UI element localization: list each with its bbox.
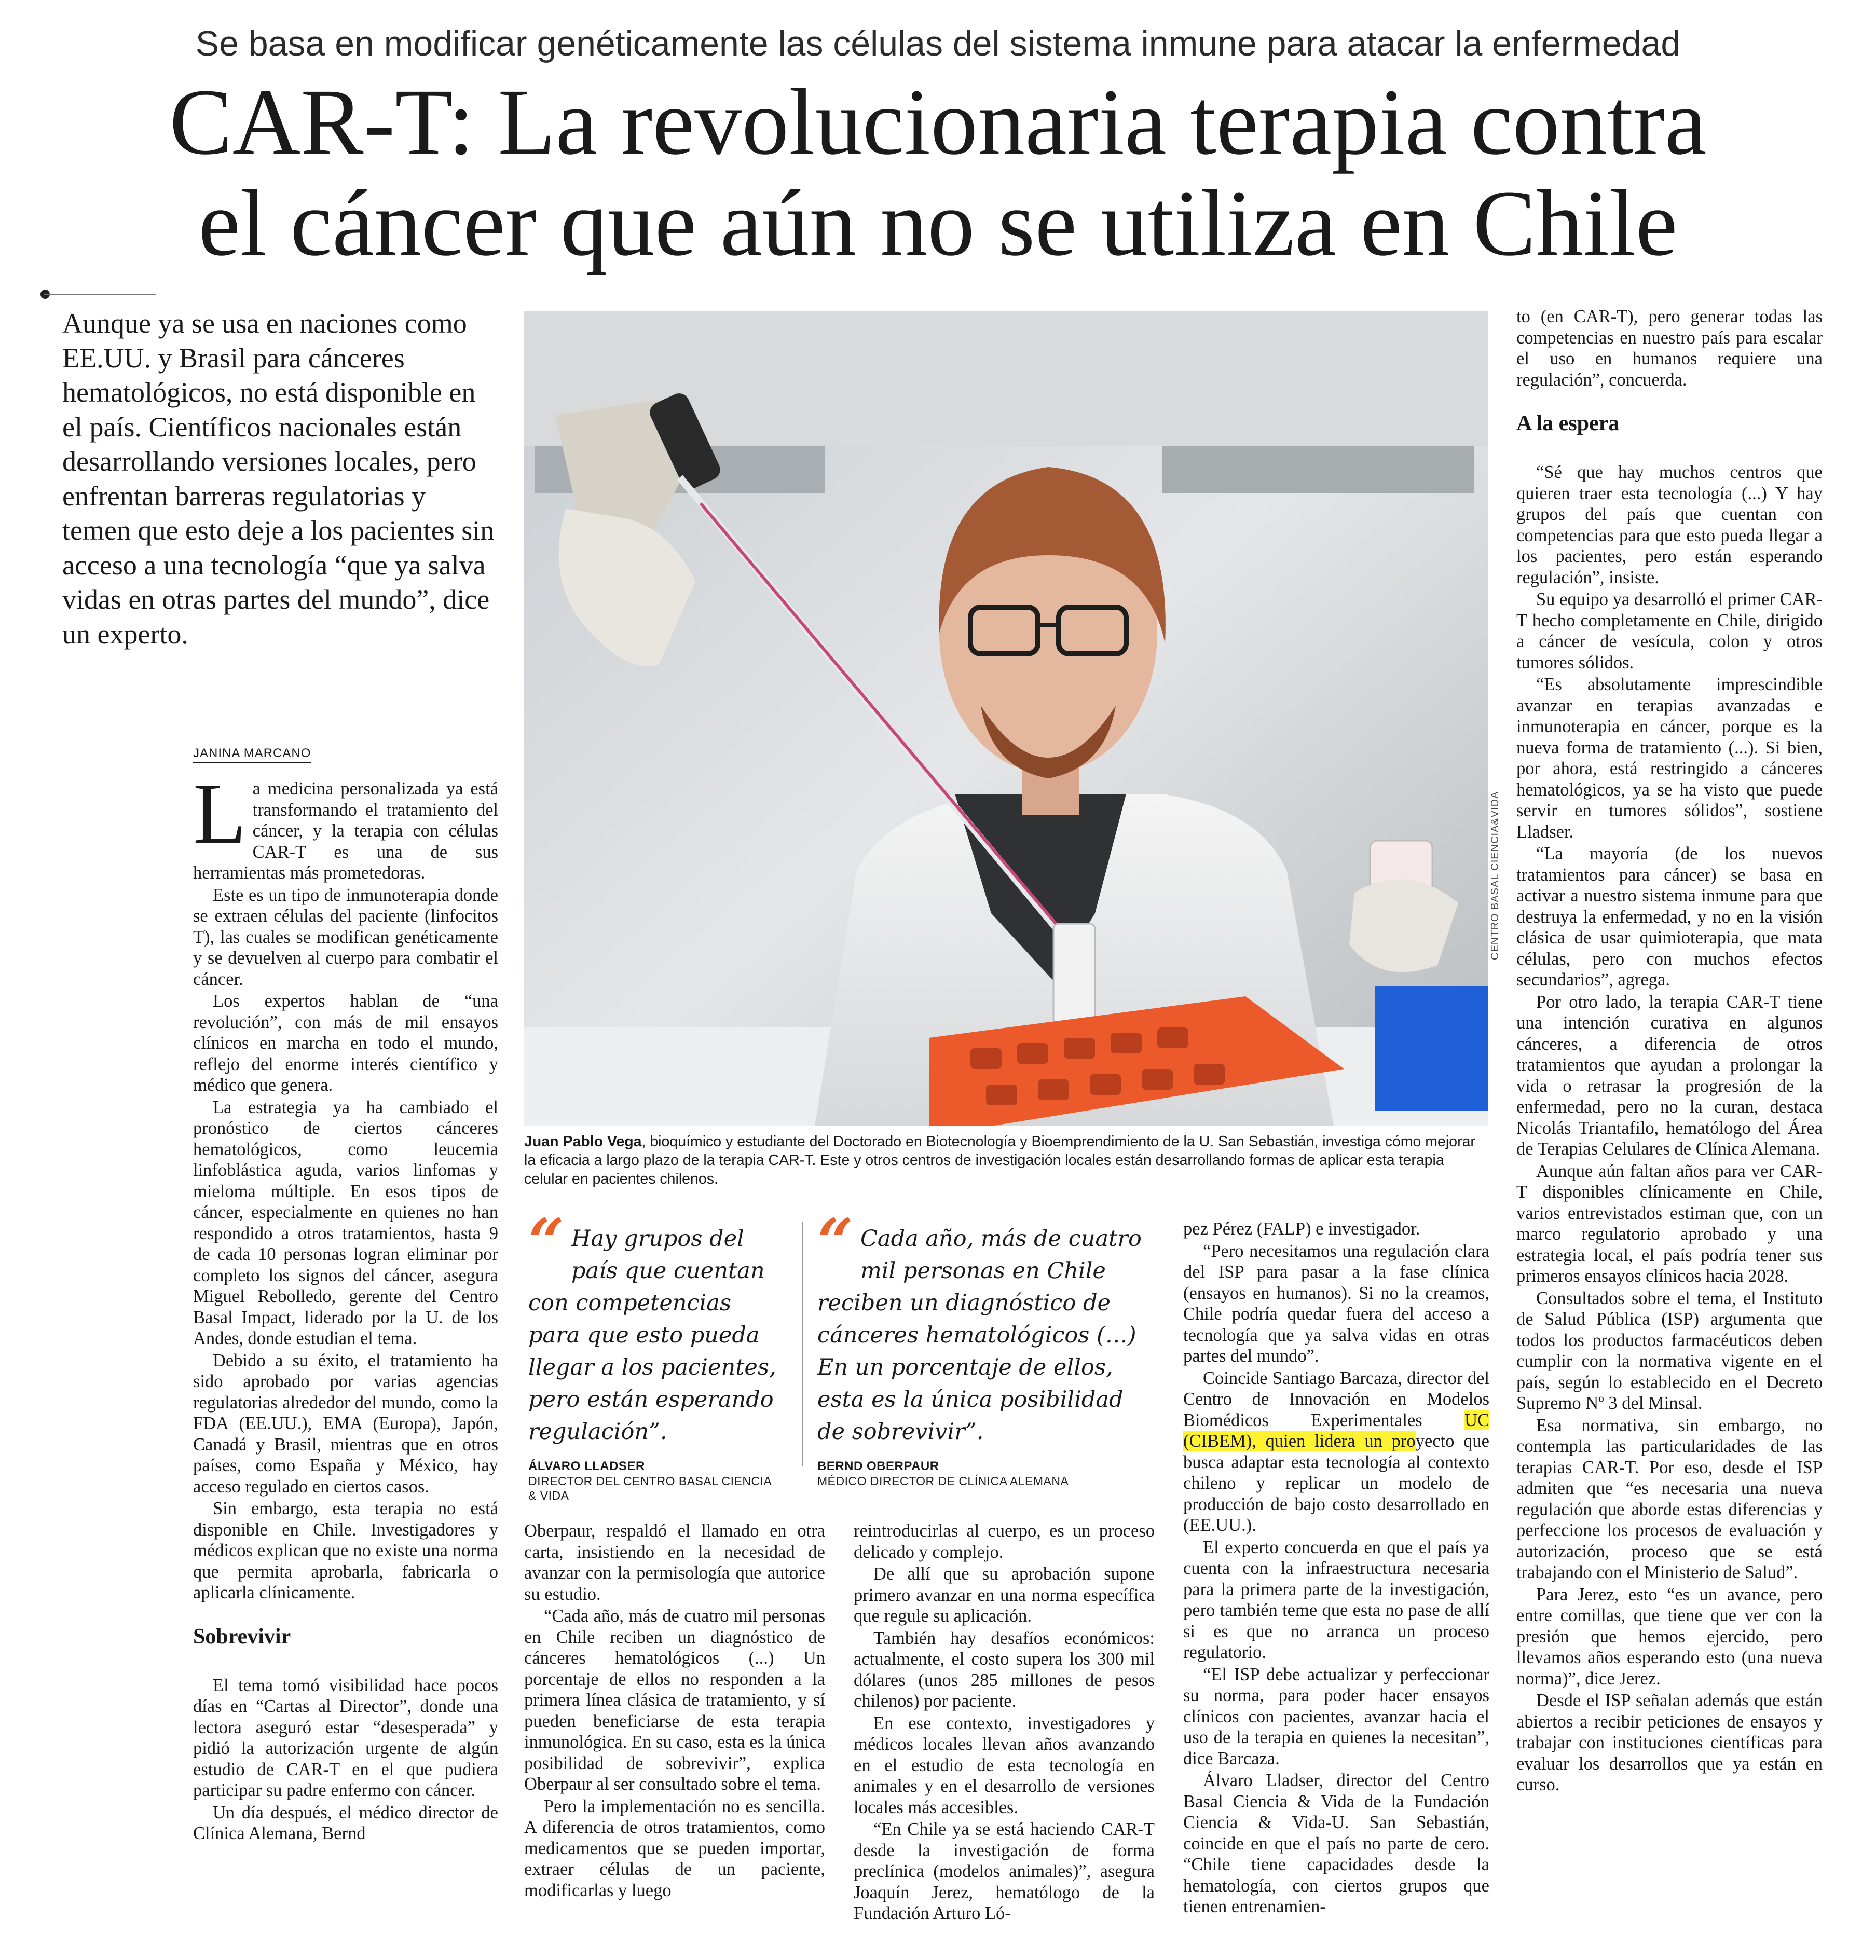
paragraph (193, 765, 498, 884)
photo-illustration (524, 311, 1488, 1126)
drop-cap: L (193, 765, 247, 862)
quote-mark-icon: “ (817, 1205, 854, 1278)
highlighted-text: UC (CIBEM), quien lidera un pro (1183, 1410, 1489, 1451)
paragraph: Un día después, el médico director de Clínica Alemana, Bernd (193, 1802, 498, 1843)
article-column-2 (524, 1520, 825, 1902)
article-column-4 (1183, 1218, 1489, 1918)
paragraph: “Sé que hay muchos centros que quieren traer esta tecnología (...) Y hay grupos del país que cuentan con competencias para que esto pueda llegar a los pacientes, pero están esperando regulación”, insiste. (1516, 462, 1823, 587)
paragraph: El tema tomó visibilidad hace pocos días en “Cartas al Director”, donde una lectora aseguró estar “desesperada” y pidió la autorización urgente de algún estudio de CAR-T en el que pudiera participar su padre enfermo con cáncer. (193, 1675, 498, 1800)
lead-paragraph: Aunque ya se usa en naciones como EE.UU. y Brasil para cánceres hematológicos, no está disponible en el país. Científicos nacionales están desarrollando versiones locales, pero enfrentan barreras regulatorias y temen que esto deje a los pacientes sin acceso a una tecnología “que ya salva vidas en otras partes del mundo”, dice un experto. (62, 308, 495, 650)
byline: JANINA MARCANO (193, 746, 311, 763)
lab-photo (524, 311, 1488, 1126)
article-column-1 (193, 765, 498, 1845)
photo-caption (524, 1132, 1489, 1188)
paragraph (1183, 1368, 1489, 1536)
quote-author: ÁLVARO LLADSER (528, 1459, 645, 1473)
quote-body: Cada año, más de cuatro mil personas en Chile reciben un diagnóstico de cánceres hematológicos (…) En un porcentaje de ellos, esta es la única posibilidad de sobrevivir”. (817, 1226, 1142, 1445)
paragraph: “La mayoría (de los nuevos tratamientos para cáncer) se basa en activar a nuestro sistema inmune para que destruya la enfermedad, y no en la visión clásica de usar quimioterapia, que mata células, pero con muchos efectos secundarios”, agrega. (1516, 844, 1823, 990)
paragraph: La estrategia ya ha cambiado el pronóstico de ciertos cánceres hematológicos, como leucemia linfoblástica aguda, varios linfomas y mieloma múltiple. En esos tipos de cáncer, especialmente en quienes no han respondido a otros tratamientos, hasta 9 de cada 10 personas logran eliminar por completo los signos del cáncer, asegura Miguel Rebolledo, gerente del Centro Basal Impact, liderado por la U. de los Andes, donde estudian el tema. (193, 1097, 498, 1348)
quote-mark-icon: “ (528, 1205, 565, 1278)
paragraph: “En Chile ya se está haciendo CAR-T desde la investigación de forma preclínica (modelos animales)”, asegura Joaquín Jerez, hematólogo de la Fundación Arturo Ló- (854, 1819, 1155, 1923)
quote-text (817, 1205, 1157, 1448)
article-column-5 (1516, 306, 1823, 1797)
paragraph-text: yecto que busca adaptar esta tecnología al contexto chileno y replicar un modelo de producción de bajo costo desarrollado en (EE.UU.). (1183, 1431, 1489, 1535)
paragraph: “Pero necesitamos una regulación clara del ISP para pasar a la fase clínica (ensayos en humanos). Si no la creamos, Chile podría quedar fuera del acceso a tecnología que ya salva vidas en otras partes del mundo”. (1183, 1241, 1489, 1366)
quote-text (528, 1205, 783, 1448)
paragraph: En ese contexto, investigadores y médicos locales llevan años avanzando en el estudio de esta tecnología en animales y en el desarrollo de versiones locales más accesibles. (854, 1713, 1155, 1817)
pull-quote-2 (817, 1205, 1157, 1488)
paragraph: “El ISP debe actualizar y perfeccionar su norma, para poder hacer ensayos clínicos con pacientes, avanzar hacia el uso de la terapia en quienes la necesitan”, dice Barcaza. (1183, 1664, 1489, 1769)
paragraph: Consultados sobre el tema, el Instituto de Salud Pública (ISP) argumenta que todos los productos farmacéuticos deben cumplir con la normativa vigente en el país, según lo establecido en el Decreto Supremo Nº 3 del Minsal. (1516, 1288, 1823, 1413)
paragraph: “Cada año, más de cuatro mil personas en Chile reciben un diagnóstico de cánceres hematológicos (...) Un porcentaje de ellos no responden a la primera línea clásica de tratamiento, y sí pueden beneficiarse de esta terapia inmunológica. En su caso, esta es la única posibilidad de sobrevivir”, explica Oberpaur al ser consultado sobre el tema. (524, 1606, 825, 1794)
paragraph: Por otro lado, la terapia CAR-T tiene una intención curativa en algunos cánceres, a diferencia de otros tratamientos que ayudan a prolongar la vida o retrasar la progresión de la enfermedad, pero no la curan, destaca Nicolás Triantafilo, hematólogo del Área de Terapias Celulares de Clínica Alemana. (1516, 992, 1823, 1159)
paragraph: Los expertos hablan de “una revolución”, con más de mil ensayos clínicos en marcha en todo el mundo, reflejo del enorme interés científico y médico que genera. (193, 991, 498, 1095)
pull-quote-1 (528, 1205, 783, 1503)
lead-rule (44, 294, 156, 295)
paragraph: Oberpaur, respaldó el llamado en otra carta, insistiendo en la necesidad de avanzar con la permisología que autorice su estudio. (524, 1521, 825, 1604)
paragraph: Su equipo ya desarrolló el primer CAR-T hecho completamente en Chile, dirigido a cáncer de vesícula, colon y otros tumores sólidos. (1516, 590, 1823, 673)
paragraph: De allí que su aprobación supone primero avanzar en una norma específica que regule su aplicación. (854, 1564, 1155, 1626)
quote-body: Hay grupos del país que cuentan con competencias para que esto pueda llegar a los pacientes, pero están esperando regulación”. (528, 1226, 776, 1445)
paragraph: Álvaro Lladser, director del Centro Basal Ciencia & Vida de la Fundación Ciencia & Vida-U. San Sebastián, coincide en que el país no parte de cero. “Chile tiene capacidades desde la hematología, con ciertos grupos que tienen entrenamien- (1183, 1771, 1489, 1916)
caption-text: , bioquímico y estudiante del Doctorado en Biotecnología y Bioemprendimiento de la U. San Sebastián, investiga cómo mejorar la eficacia a largo plazo de la terapia CAR-T. Este y otros centros de investigación locales están desarrollando formas de aplicar esta terapia celular en pacientes chilenos. (524, 1133, 1475, 1187)
kicker: Se basa en modificar genéticamente las células del sistema inmune para atacar la enfermedad (195, 24, 1681, 63)
headline-line-1: CAR-T: La revolucionaria terapia contra (169, 70, 1707, 174)
paragraph: Este es un tipo de inmunoterapia donde se extraen células del paciente (linfocitos T), las cuales se modifican genéticamente y se devuelven al cuerpo para combatir el cáncer. (193, 885, 498, 989)
paragraph: to (en CAR-T), pero generar todas las competencias en nuestro país para escalar el uso en humanos requiere una regulación”, concuerda. (1516, 307, 1823, 390)
headline-line-2: el cáncer que aún no se utiliza en Chile (198, 171, 1678, 276)
paragraph: El experto concuerda en que el país ya cuenta con la infraestructura necesaria para la primera parte de la investigación, pero también teme que esta no pase de allí si es que no arranca un proceso regulatorio. (1183, 1537, 1489, 1662)
paragraph: Aunque aún faltan años para ver CAR-T disponibles clínicamente en Chile, varios entrevistados estiman que, con un marco regulatorio aprobado y una estrategia local, el país podría tener sus primeros ensayos clínicos hacia 2028. (1516, 1161, 1823, 1286)
quote-author: BERND OBERPAUR (817, 1459, 939, 1473)
section-heading: Sobrevivir (193, 1624, 291, 1649)
paragraph: pez Pérez (FALP) e investigador. (1183, 1219, 1420, 1239)
paragraph: Pero la implementación no es sencilla. A diferencia de otros tratamientos, como medicamentos que se pueden importar, extraer células de un paciente, modificarlas y luego (524, 1796, 825, 1900)
paragraph: Para Jerez, esto “es un avance, pero entre comillas, que tiene que ver con la presión que hemos ejercido, pero llevamos años esperando esto (una nueva norma)”, dice Jerez. (1516, 1584, 1823, 1689)
paragraph: Desde el ISP señalan además que están abiertos a recibir peticiones de ensayos y trabajar con instituciones científicas para evaluar los desarrollos que ya están en curso. (1516, 1691, 1823, 1794)
photo-credit: CENTRO BASAL CIENCIA&VIDA (1489, 791, 1501, 960)
caption-name: Juan Pablo Vega (524, 1133, 642, 1150)
quote-role: DIRECTOR DEL CENTRO BASAL CIENCIA & VIDA (528, 1474, 772, 1502)
paragraph: “Es absolutamente imprescindible avanzar en terapias avanzadas e inmunoterapia en cáncer, porque es la nueva forma de tratamiento (...). Si bien, por ahora, está restringido a cánceres hematológicos, ya se ha visto que puede servir en tumores sólidos”, sostiene Lladser. (1516, 675, 1823, 842)
quote-role: MÉDICO DIRECTOR DE CLÍNICA ALEMANA (817, 1474, 1069, 1488)
paragraph: También hay desafíos económicos: actualmente, el costo supera los 300 mil dólares (unos 285 millones de pesos chilenos) por paciente. (854, 1628, 1155, 1711)
paragraph: Debido a su éxito, el tratamiento ha sido aprobado por varias agencias regulatorias alrededor del mundo, como la FDA (EE.UU.), EMA (Europa), Japón, Canadá y Brasil, mientras que en otros países, como España y México, hay acceso regulado en ciertos casos. (193, 1350, 498, 1497)
paragraph: Esa normativa, sin embargo, no contempla las particularidades de las terapias CAR-T. Por eso, desde el ISP admiten que “es necesaria una nueva regulación que aborde estas diferencias y perfeccione los procesos de evaluación y autorización, proceso que se está trabajando con el Ministerio de Salud”. (1516, 1415, 1823, 1582)
article-column-3 (854, 1520, 1155, 1925)
paragraph: Sin embargo, esta terapia no está disponible en Chile. Investigadores y médicos explican que no existe una norma que permita aprobarla, fabricarla o aplicarla clínicamente. (193, 1499, 498, 1602)
paragraph-text: a medicina personalizada ya está transformando el tratamiento del cáncer, y la terapia con células CAR-T es una de sus herramientas más prometedoras. (193, 779, 498, 883)
quote-divider (802, 1222, 803, 1466)
paragraph: reintroducirlas al cuerpo, es un proceso delicado y complejo. (854, 1521, 1155, 1562)
section-heading: A la espera (1516, 412, 1620, 435)
paragraph-text: Coincide Santiago Barcaza, director del Centro de Innovación en Modelos Biomédicos Experimentales (1183, 1368, 1489, 1430)
